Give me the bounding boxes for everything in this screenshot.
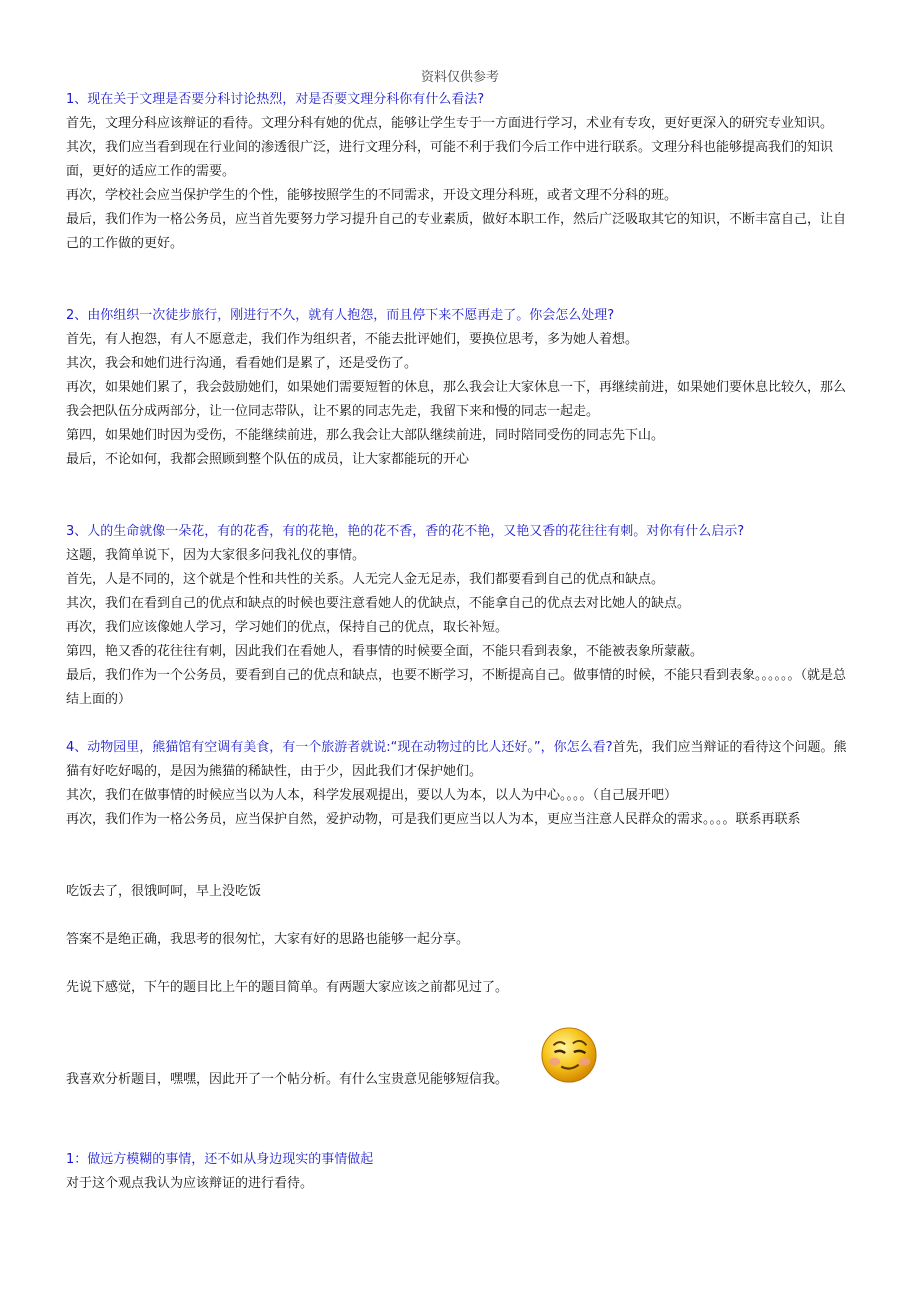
answer-line: 其次，我们在做事情的时候应当以为人本，科学发展观提出，要以人为本，以人为中心。。。。（自己展开吧） [66,788,678,803]
note-line: 答案不是绝正确，我思考的很匆忙，大家有好的思路也能够一起分享。 [66,932,470,947]
document-body [66,88,856,1196]
answer-line: 第四，艳又香的花往往有刺，因此我们在看她人，看事情的时候要全面，不能只看到表象，不能被表象所蒙蔽。 [66,644,704,659]
answer-line: 首先，人是不同的，这个就是个性和共性的关系。人无完人金无足赤，我们都要看到自己的优点和缺点。 [66,572,665,587]
answer-line: 第四，如果她们时因为受伤，不能继续前进，那么我会让大部队继续前进，同时陪同受伤的同志先下山。 [66,428,665,443]
answer-line: 其次，我们在看到自己的优点和缺点的时候也要注意看她人的优缺点，不能拿自己的优点去对比她人的缺点。 [66,596,691,611]
answer-line: 再次，我们应该像她人学习，学习她们的优点，保持自己的优点，取长补短。 [66,620,509,635]
answer-line: 首先，我们应当辩证的看待这个问题。熊猫有好吃好喝的，是因为熊猫的稀缺性，由于少，因此我们才保护她们。 [66,740,847,779]
answer-line: 最后，我们作为一个公务员，要看到自己的优点和缺点，也要不断学习，不断提高自己。做事情的时候，不能只看到表象。。。。。。（就是总结上面的） [66,668,847,707]
answer-line: 这题，我简单说下，因为大家很多问我礼仪的事情。 [66,548,366,563]
note-text: 我喜欢分析题目，嘿嘿，因此开了一个帖分析。有什么宝贵意见能够短信我。 [66,1072,509,1087]
answer-line: 其次，我会和她们进行沟通，看看她们是累了，还是受伤了。 [66,356,418,371]
answer-line: 对于这个观点我认为应该辩证的进行看待。 [66,1176,314,1191]
answer-line: 首先，有人抱怨，有人不愿意走，我们作为组织者，不能去批评她们，要换位思考，多为她人着想。 [66,332,639,347]
question-5: 1：做远方模糊的事情，还不如从身边现实的事情做起 [66,1152,374,1167]
question-3: 3、人的生命就像一朵花，有的花香，有的花艳，艳的花不香，香的花不艳，又艳又香的花往往有刺。对你有什么启示? [66,524,745,539]
answer-line: 最后，不论如何，我都会照顾到整个队伍的成员，让大家都能玩的开心 [66,452,470,467]
answer-line: 最后，我们作为一格公务员，应当首先要努力学习提升自己的专业素质，做好本职工作，然后广泛吸取其它的知识，不断丰富自己，让自己的工作做的更好。 [66,212,847,251]
answer-line: 再次，我们作为一格公务员，应当保护自然，爱护动物，可是我们更应当以人为本，更应当注意人民群众的需求。。。。联系再联系 [66,812,801,827]
question-4: 4、动物园里，熊猫馆有空调有美食，有一个旅游者就说:“现在动物过的比人还好。”，你怎么看? [66,740,613,755]
smiley-face-icon [540,1026,598,1084]
answer-line: 再次，学校社会应当保护学生的个性，能够按照学生的不同需求，开设文理分科班，或者文理不分科的班。 [66,188,678,203]
note-line: 先说下感觉，下午的题目比上午的题目简单。有两题大家应该之前都见过了。 [66,980,509,995]
page-header: 资料仅供参考 [420,70,499,85]
answer-line: 再次，如果她们累了，我会鼓励她们，如果她们需要短暂的休息，那么我会让大家休息一下，再继续前进，如果她们要休息比较久，那么我会把队伍分成两部分，让一位同志带队，让不累的同志先走，我留下来和慢的同志一起走。 [66,380,847,419]
note-line-with-emoji [66,1068,856,1092]
question-4-paragraph [66,736,856,784]
note-line: 吃饭去了，很饿呵呵，早上没吃饭 [66,884,262,899]
answer-line: 其次，我们应当看到现在行业间的渗透很广泛，进行文理分科，可能不利于我们今后工作中进行联系。文理分科也能够提高我们的知识面，更好的适应工作的需要。 [66,140,834,179]
answer-line: 首先，文理分科应该辩证的看待。文理分科有她的优点，能够让学生专于一方面进行学习，术业有专攻，更好更深入的研究专业知识。 [66,116,834,131]
question-2: 2、由你组织一次徒步旅行，刚进行不久，就有人抱怨，而且停下来不愿再走了。你会怎么处理? [66,308,615,323]
question-1: 1、现在关于文理是否要分科讨论热烈，对是否要文理分科你有什么看法? [66,92,485,107]
